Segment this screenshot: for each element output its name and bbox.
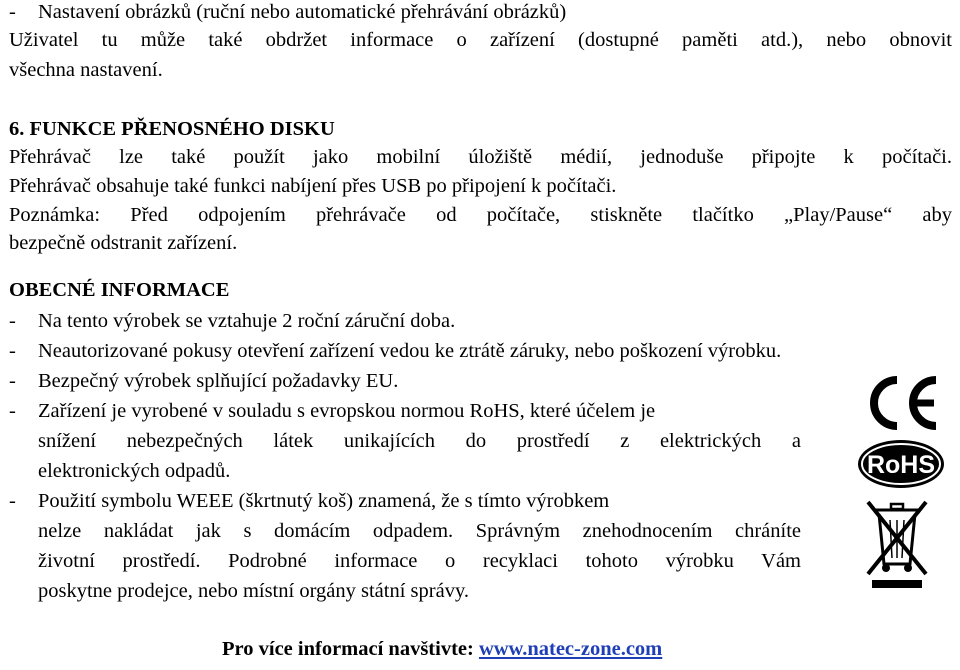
list-item-text: životní prostředí. Podrobné informace o recyklaci tohoto výrobku Vám (38, 550, 801, 572)
website-link[interactable]: www.natec-zone.com (478, 638, 663, 660)
list-item-text: Na tento výrobek se vztahuje 2 roční záruční doba. (38, 310, 456, 332)
footer-text: Pro více informací navštivte: (222, 638, 479, 660)
section-title: OBECNÉ INFORMACE (9, 279, 230, 301)
list-item-text: Použití symbolu WEEE (škrtnutý koš) znamená, že s tímto výrobkem (38, 490, 610, 512)
list-item-continuation (38, 429, 801, 453)
list-item-continuation: poskytne prodejce, nebo místní orgány státní správy. (38, 580, 469, 602)
bullet-dash: - (9, 340, 16, 362)
weee-crossed-bin-icon (864, 496, 930, 592)
list-item-text: Neautorizované pokusy otevření zařízení vedou ke ztrátě záruky, nebo poškození výrobku. (38, 340, 782, 362)
bullet-dash: - (9, 400, 16, 422)
bullet-dash: - (9, 1, 16, 23)
list-item-text: nelze nakládat jak s domácím odpadem. Správným znehodnocením chráníte (38, 520, 801, 542)
list-item-continuation (38, 549, 801, 573)
list-item-text: Zařízení je vyrobené v souladu s evropskou normou RoHS, které účelem je (38, 400, 656, 422)
bullet-dash: - (9, 490, 16, 512)
list-item-text: snížení nebezpečných látek unikajících do prostředí z elektrických a (38, 430, 801, 452)
svg-text:RoHS: RoHS (866, 451, 936, 479)
footer (222, 638, 662, 661)
bullet-dash: - (9, 370, 16, 392)
list-item-continuation (38, 519, 801, 543)
paragraph-line: Přehrávač obsahuje také funkci nabíjení přes USB po připojení k počítači. (9, 175, 617, 197)
paragraph-line: všechna nastavení. (9, 59, 163, 81)
paragraph-line: Přehrávač lze také použít jako mobilní úložiště médií, jednoduše připojte k počítači. (9, 146, 952, 168)
rohs-logo-icon (856, 438, 946, 490)
paragraph-line: bezpečně odstranit zařízení. (9, 232, 238, 254)
list-item-text: Nastavení obrázků (ruční nebo automatické přehrávání obrázků) (38, 1, 567, 23)
bullet-dash: - (9, 310, 16, 332)
ce-mark-icon (864, 374, 942, 432)
paragraph-line: Uživatel tu může také obdržet informace o zařízení (dostupné paměti atd.), nebo obnovit (9, 29, 952, 51)
paragraph-line: Poznámka: Před odpojením přehrávače od počítače, stiskněte tlačítko „Play/Pause“ aby (9, 204, 952, 226)
section-title: 6. FUNKCE PŘENOSNÉHO DISKU (9, 118, 335, 140)
list-item-text: Bezpečný výrobek splňující požadavky EU. (38, 370, 399, 392)
list-item-continuation: elektronických odpadů. (38, 460, 231, 482)
